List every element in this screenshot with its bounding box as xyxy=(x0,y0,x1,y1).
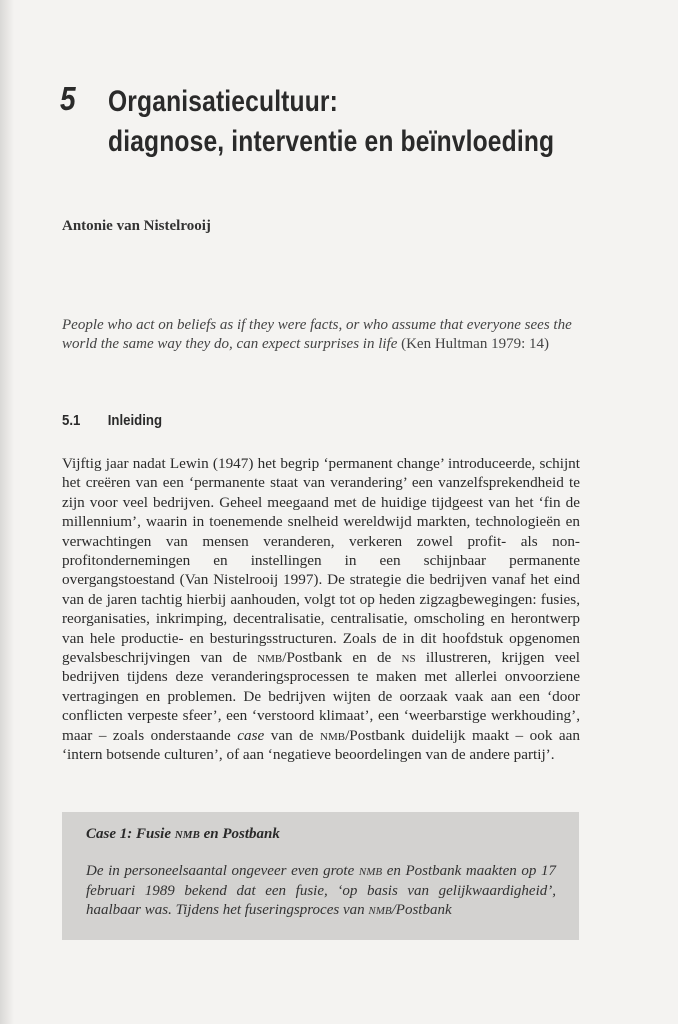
abbr-nmb: nmb xyxy=(257,649,283,667)
chapter-title-line-1: Organisatiecultuur: xyxy=(108,85,339,118)
case-text xyxy=(86,862,556,921)
epigraph-quote: People who act on beliefs as if they were facts, or who assume that everyone sees the world the same way they do, can expect surprises in life xyxy=(62,317,572,352)
chapter-title-line-2: diagnose, interventie en beïnvloeding xyxy=(108,125,555,158)
section-number: 5.1 xyxy=(62,412,81,429)
body-paragraph xyxy=(62,454,580,765)
body-text-part: /Postbank duidelijk maakt – ook aan ‘intern botsende culturen’, of aan ‘negatieve beoordelingen van de andere partij’. xyxy=(62,726,580,764)
epigraph xyxy=(62,316,582,354)
chapter-title xyxy=(108,82,555,162)
abbr-nmb: nmb xyxy=(174,826,200,842)
case-title xyxy=(86,826,280,843)
case-text-part: en Postbank maakten op 17 februari 1989 bekend dat een fusie, ‘op basis van gelijkwaardigheid’, haalbaar was. Tijdens het fuseringsproces van xyxy=(86,863,556,918)
emphasis-case: case xyxy=(237,726,265,744)
epigraph-citation: (Ken Hultman 1979: 14) xyxy=(397,336,549,352)
case-title-part: Case 1: Fusie xyxy=(86,826,175,842)
case-box xyxy=(62,812,579,940)
case-text-part: De in personeelsaantal ongeveer even grote xyxy=(86,863,359,879)
body-text-part: /Postbank en de xyxy=(282,649,402,667)
abbr-nmb: nmb xyxy=(358,863,383,879)
section-title: Inleiding xyxy=(107,412,163,429)
page-edge-shadow xyxy=(0,0,14,1024)
body-text-part: van de xyxy=(264,726,320,744)
abbr-nmb: nmb xyxy=(368,902,392,918)
abbr-nmb: nmb xyxy=(320,726,346,744)
abbr-ns: ns xyxy=(401,649,416,667)
author-name: Antonie van Nistelrooij xyxy=(62,218,211,234)
body-text-part: Vijftig jaar nadat Lewin (1947) het begrip ‘permanent change’ introduceerde, schijnt het creëren van een ‘permanente staat van verandering’ een vanzelfsprekendheid te zijn voor veel bedrijven. Geheel meegaand met de huidige tijdgeest van het ‘fin de millennium’, waarin in toenemende snelheid wereldwijd markten, technologieën en verwachtingen van mensen veranderen, verkeren zowel profit- als non-profitondernemingen en instellingen in een schijnbaar permanente overgangstoestand (Van Nistelrooij 1997). De strategie die bedrijven vanaf het eind van de jaren tachtig hierbij aanhouden, volgt tot op heden zigzagbewegingen: fusies, reorganisaties, inkrimping, decentralisatie, centralisatie, omscholing en herontwerp van hele productie- en besturingsstructuren. Zoals de in dit hoofdstuk opgenomen gevalsbeschrijvingen van de xyxy=(62,455,580,667)
case-title-part: en Postbank xyxy=(199,826,280,842)
chapter-number: 5 xyxy=(60,80,76,117)
body-text-part: illustreren, krijgen veel bedrijven tijdens deze veranderingsprocessen te maken met allerlei onvoorziene vertragingen en problemen. De bedrijven wijten de oorzaak vaak aan een ‘door conflicten verpeste sfeer’, een ‘verstoord klimaat’, een ‘weerbarstige werkhouding’, maar – zoals onderstaande xyxy=(62,649,580,744)
section-heading xyxy=(62,412,162,429)
case-text-part: /Postbank xyxy=(391,902,452,918)
